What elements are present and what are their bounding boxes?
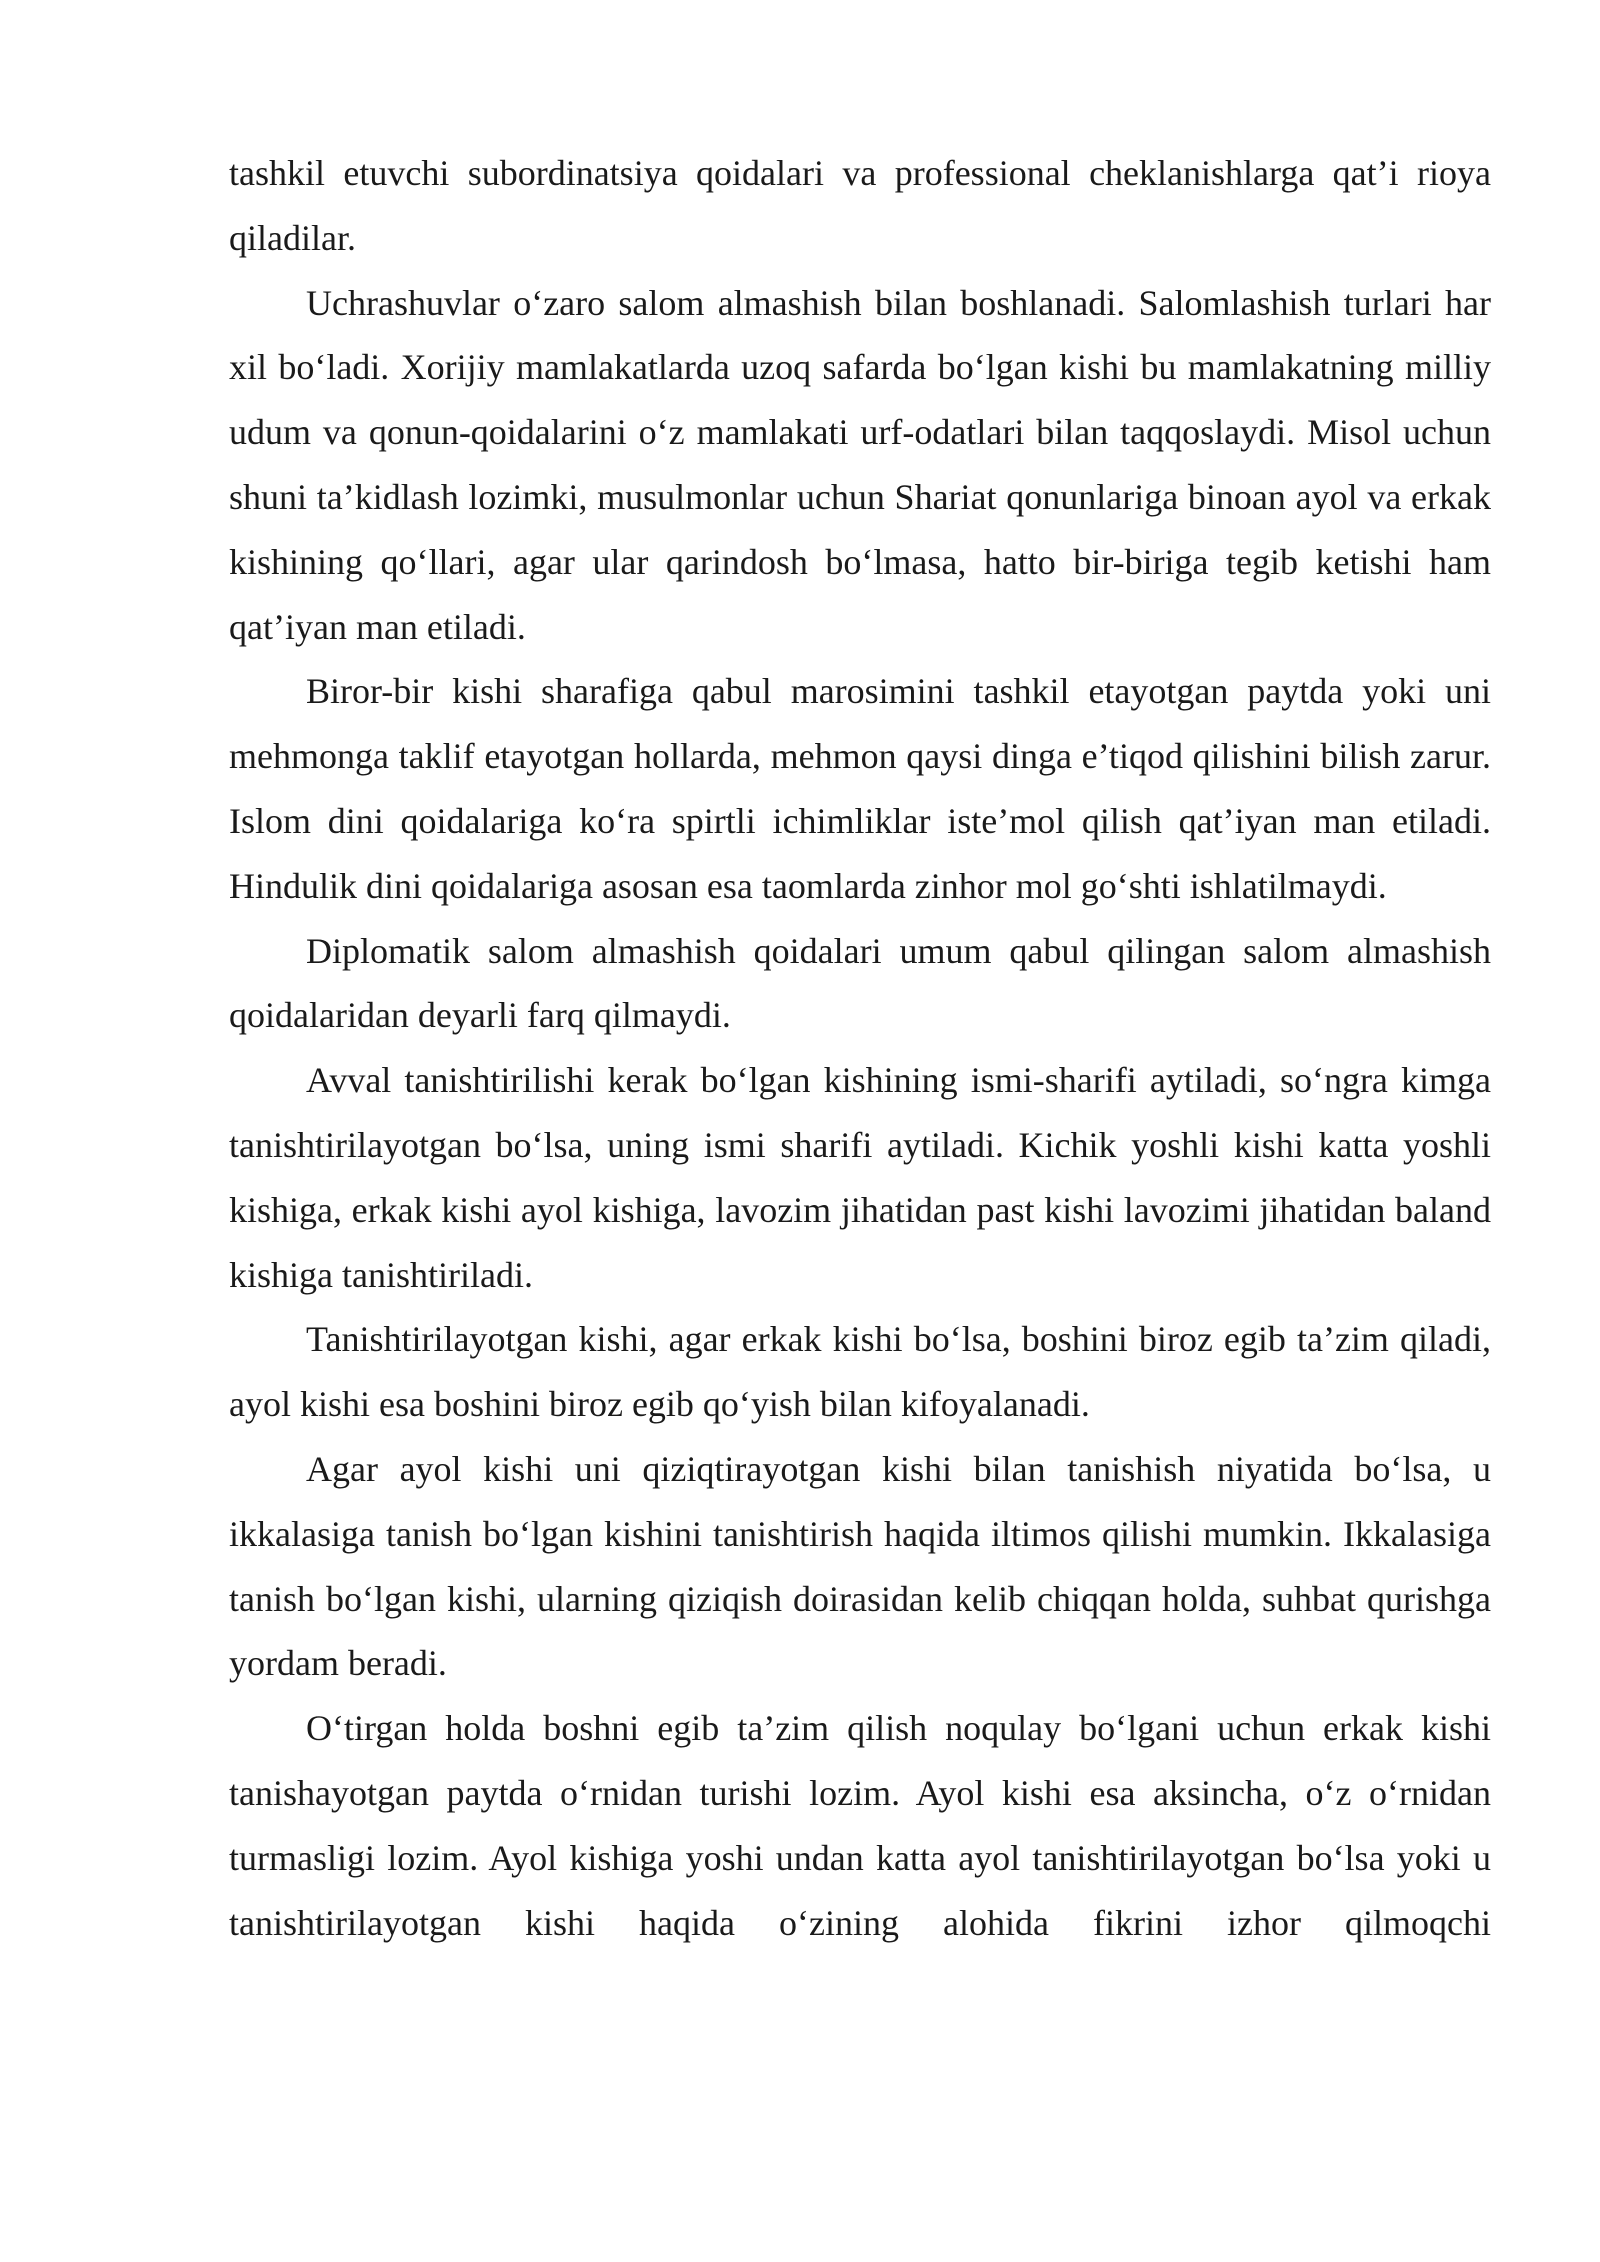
paragraph-standing: O‘tirgan holda boshni egib ta’zim qilish noqulay bo‘lgani uchun erkak kishi tanishayotgan paytda o‘rnidan turishi lozim. Ayol kishi esa aksincha, o‘z o‘rnidan turmasligi lozim. Ayol kishiga yoshi undan katta ayol tanishtirilayotgan bo‘lsa yoki u tanishtirilayotgan kishi haqida o‘zining alohida fikrini izhor qilmoqchi xyxy=(229,1708,1491,1943)
paragraph-greetings: Uchrashuvlar o‘zaro salom almashish bilan boshlanadi. Salomlashish turlari har xil bo‘ladi. Xorijiy mamlakatlarda uzoq safarda bo‘lgan kishi bu mamlakatning milliy udum va qonun-qoidalarini o‘z mamlakati urf-odatlari bilan taqqoslaydi. Misol uchun shuni ta’kidlash lozimki, musulmonlar uchun Shariat qonunlariga binoan ayol va erkak kishining qo‘llari, agar ular qarindosh bo‘lmasa, hatto bir-biriga tegib ketishi ham qat’iyan man etiladi. xyxy=(229,282,1491,647)
paragraph-diplomatic-greeting: Diplomatik salom almashish qoidalari umum qabul qilingan salom almashish qoidalaridan deyarli farq qilmaydi. xyxy=(229,930,1491,1036)
document-page xyxy=(229,141,1491,1955)
paragraph-acquaintance: Agar ayol kishi uni qiziqtirayotgan kishi bilan tanishish niyatida bo‘lsa, u ikkalasiga tanish bo‘lgan kishini tanishtirish haqida iltimos qilishi mumkin. Ikkalasiga tanish bo‘lgan kishi, ularning qiziqish doirasidan kelib chiqqan holda, suhbat qurishga yordam beradi. xyxy=(229,1448,1491,1684)
paragraph-continuation: tashkil etuvchi subordinatsiya qoidalari va professional cheklanishlarga qat’i rioya qiladilar. xyxy=(229,153,1491,258)
paragraph-reception: Biror-bir kishi sharafiga qabul marosimini tashkil etayotgan paytda yoki uni mehmonga taklif etayotgan hollarda, mehmon qaysi dinga e’tiqod qilishini bilish zarur. Islom dini qoidalariga ko‘ra spirtli ichimliklar iste’mol qilish qat’iyan man etiladi. Hindulik dini qoidalariga asosan esa taomlarda zinhor mol go‘shti ishlatilmaydi. xyxy=(229,671,1491,906)
paragraph-introduction-order: Avval tanishtirilishi kerak bo‘lgan kishining ismi-sharifi aytiladi, so‘ngra kimga tanishtirilayotgan bo‘lsa, uning ismi sharifi aytiladi. Kichik yoshli kishi katta yoshli kishiga, erkak kishi ayol kishiga, lavozim jihatidan past kishi lavozimi jihatidan baland kishiga tanishtiriladi. xyxy=(229,1060,1491,1295)
paragraph-bowing: Tanishtirilayotgan kishi, agar erkak kishi bo‘lsa, boshini biroz egib ta’zim qiladi, ayol kishi esa boshini biroz egib qo‘yish bilan kifoyalanadi. xyxy=(229,1319,1491,1425)
